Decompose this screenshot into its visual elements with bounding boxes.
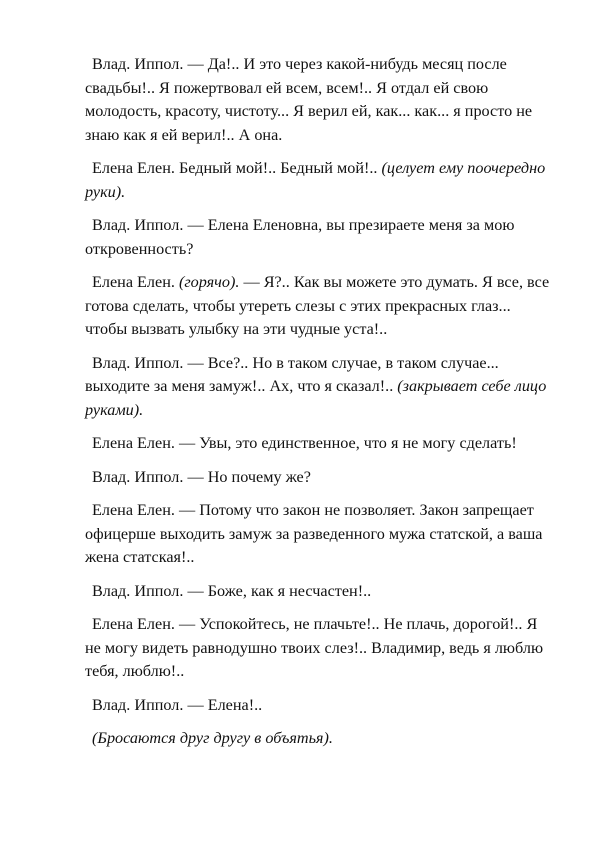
dialogue-paragraph xyxy=(85,53,555,147)
dialogue-paragraph xyxy=(85,466,555,490)
speech-text: Бедный мой!.. Бедный мой!.. xyxy=(174,159,382,178)
speaker-name: Влад. Иппол. xyxy=(92,216,184,235)
speaker-name: Елена Елен. xyxy=(92,501,175,520)
speech-text: — Но почему же? xyxy=(183,467,311,486)
speaker-name: Елена Елен. xyxy=(92,434,175,453)
speaker-name: Елена Елен. xyxy=(92,615,175,634)
speaker-name: Влад. Иппол. xyxy=(92,55,184,73)
dialogue-paragraph xyxy=(85,214,555,261)
stage-direction: (целует ему поочередно руки). xyxy=(85,159,546,201)
dialogue-paragraph xyxy=(85,613,555,684)
final-stage-direction: (Бросаются друг другу в объятья). xyxy=(92,729,333,748)
dialogue-paragraph xyxy=(85,580,555,604)
stage-direction: (закрывает себе лицо руками). xyxy=(85,377,547,419)
dialogue-paragraph xyxy=(85,499,555,570)
speech-text: — Елена!.. xyxy=(183,695,263,714)
speaker-name: Елена Елен. xyxy=(92,159,175,178)
dialogue-body xyxy=(85,53,555,727)
speaker-name: Влад. Иппол. xyxy=(92,695,184,714)
speaker-name: Влад. Иппол. xyxy=(92,581,184,600)
dialogue-paragraph xyxy=(85,432,555,456)
dialogue-paragraph xyxy=(85,694,555,718)
dialogue-paragraph xyxy=(85,271,555,342)
speech-text: — Потому что закон не позволяет. Закон запрещает офицерше выходить замуж за разведенного мужа статской, а ваша жена статская!.. xyxy=(85,501,543,567)
dialogue-paragraph xyxy=(85,352,555,423)
speech-text: — Боже, как я несчастен!.. xyxy=(183,581,372,600)
stage-direction: (горячо). xyxy=(178,273,240,292)
speech-text: — Увы, это единственное, что я не могу сделать! xyxy=(174,434,517,453)
speaker-name: Елена Елен. xyxy=(92,273,175,292)
speech-text: — Все?.. Но в таком случае, в таком случае... выходите за меня замуж!.. Ах, что я сказал!.. xyxy=(85,353,499,396)
speech-text: — Я?.. Как вы можете это думать. Я все, все готова сделать, чтобы утереть слезы с этих прекрасных глаз... чтобы вызвать улыбку на эти чудные уста!.. xyxy=(85,273,550,339)
dialogue-paragraph xyxy=(85,157,555,204)
speech-text: — Да!.. И это через какой-нибудь месяц после свадьбы!.. Я пожертвовал ей всем, всем!.. Я отдал ей свою молодость, красоту, чистоту... Я верил ей, как... как... я просто не знаю как я ей верил!.. А она. xyxy=(85,55,533,144)
speaker-name: Влад. Иппол. xyxy=(92,353,184,372)
speaker-name: Влад. Иппол. xyxy=(92,467,184,486)
speech-text: — Елена Еленовна, вы презираете меня за мою откровенность? xyxy=(85,216,515,258)
speech-text: — Успокойтесь, не плачьте!.. Не плачь, дорогой!.. Я не могу видеть равнодушно твоих слез!.. Владимир, ведь я люблю тебя, люблю!.. xyxy=(85,615,544,681)
